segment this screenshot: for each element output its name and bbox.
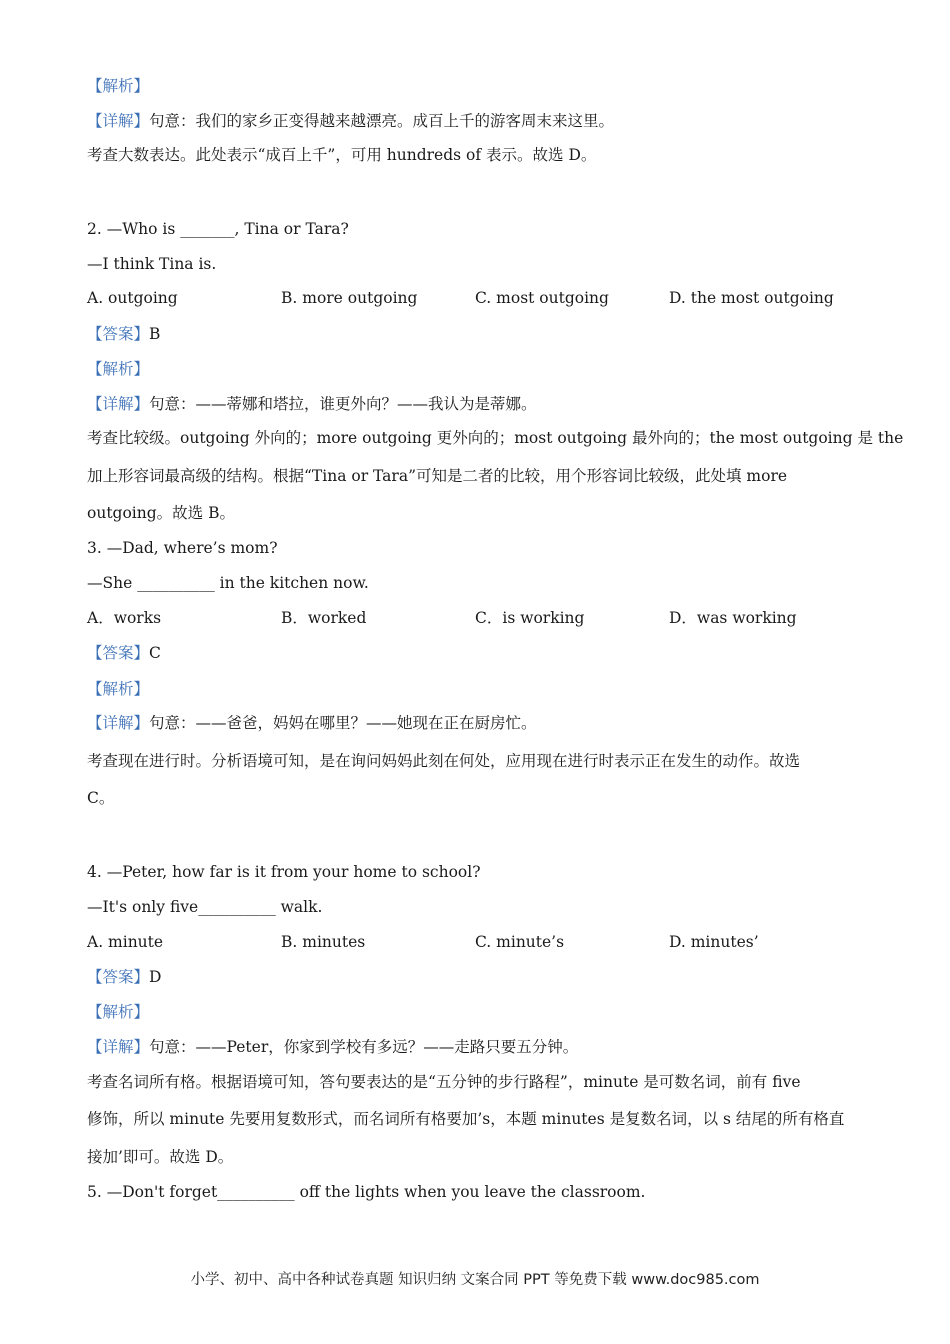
q4-analysis-label: 【解析】 — [87, 1003, 150, 1021]
q3-detail-label: 【详解】 — [87, 714, 150, 732]
q3-detail — [87, 712, 537, 734]
q4-stem: 4. —Peter, how far is it from your home to school? — [87, 863, 481, 881]
q3-explain-1: 考查现在进行时。分析语境可知，是在询问妈妈此刻在何处，应用现在进行时表示正在发生的动作。故选 — [87, 752, 801, 770]
q4-answer-label: 【答案】 — [87, 968, 150, 986]
q2-answer — [87, 323, 160, 345]
q2-detail — [87, 393, 537, 415]
q3-reply: —She __________ in the kitchen now. — [87, 574, 369, 592]
q3-answer-value: C — [149, 644, 161, 662]
q2-explain-3: outgoing。故选 B。 — [87, 504, 235, 522]
q3-option-d: D．was working — [669, 609, 797, 627]
q3-option-c: C．is working — [475, 609, 585, 627]
q2-option-a: A. outgoing — [87, 289, 178, 307]
q1-detail — [87, 110, 614, 132]
q3-option-b: B．worked — [281, 609, 367, 627]
q4-option-c: C. minute’s — [475, 933, 565, 951]
q4-detail-text: 句意：——Peter，你家到学校有多远？——走路只要五分钟。 — [149, 1038, 579, 1056]
q4-option-d: D. minutes’ — [669, 933, 759, 951]
q2-explain-2: 加上形容词最高级的结构。根据“Tina or Tara”可知是二者的比较，用个形容词比较级，此处填 more — [87, 467, 788, 485]
q4-answer-value: D — [149, 968, 162, 986]
q3-answer — [87, 642, 161, 664]
q4-answer — [87, 966, 161, 988]
q2-option-d: D. the most outgoing — [669, 289, 834, 307]
q2-option-c: C. most outgoing — [475, 289, 609, 307]
q2-stem: 2. —Who is _______, Tina or Tara? — [87, 220, 349, 238]
q4-explain-3: 接加’即可。故选 D。 — [87, 1148, 234, 1166]
q3-analysis-label: 【解析】 — [87, 680, 150, 698]
q1-explain-1: 考查大数表达。此处表示“成百上千”，可用 hundreds of 表示。故选 D。 — [87, 146, 597, 164]
q2-answer-label: 【答案】 — [87, 325, 150, 343]
q5-stem: 5. —Don't forget__________ off the lights when you leave the classroom. — [87, 1183, 646, 1201]
q1-detail-label: 【详解】 — [87, 112, 150, 130]
page-footer: 小学、初中、高中各种试卷真题 知识归纳 文案合同 PPT 等免费下载 www.doc985.com — [190, 1272, 760, 1288]
q2-analysis-label: 【解析】 — [87, 360, 150, 378]
q4-reply: —It's only five__________ walk. — [87, 898, 323, 916]
q2-option-b: B. more outgoing — [281, 289, 418, 307]
q4-detail-label: 【详解】 — [87, 1038, 150, 1056]
q3-option-a: A．works — [87, 609, 162, 627]
q2-detail-text: 句意：——蒂娜和塔拉，谁更外向？——我认为是蒂娜。 — [149, 395, 537, 413]
q1-detail-text: 句意：我们的家乡正变得越来越漂亮。成百上千的游客周末来这里。 — [149, 112, 615, 130]
q4-explain-2: 修饰，所以 minute 先要用复数形式，而名词所有格要加’s，本题 minutes 是复数名词，以 s 结尾的所有格直 — [87, 1110, 845, 1128]
q2-detail-label: 【详解】 — [87, 395, 150, 413]
q2-answer-value: B — [149, 325, 161, 343]
q3-explain-2: C。 — [87, 789, 115, 807]
q4-option-a: A. minute — [87, 933, 164, 951]
q3-detail-text: 句意：——爸爸，妈妈在哪里？——她现在正在厨房忙。 — [149, 714, 537, 732]
q3-answer-label: 【答案】 — [87, 644, 150, 662]
q3-stem: 3. —Dad, where’s mom? — [87, 539, 278, 557]
q4-detail — [87, 1036, 578, 1058]
q1-analysis-label: 【解析】 — [87, 77, 150, 95]
q2-reply: —I think Tina is. — [87, 255, 217, 273]
q4-explain-1: 考查名词所有格。根据语境可知，答句要表达的是“五分钟的步行路程”，minute 是可数名词，前有 five — [87, 1073, 801, 1091]
q4-option-b: B. minutes — [281, 933, 366, 951]
q2-explain-1: 考查比较级。outgoing 外向的；more outgoing 更外向的；most outgoing 最外向的；the most outgoing 是 the — [87, 429, 904, 447]
